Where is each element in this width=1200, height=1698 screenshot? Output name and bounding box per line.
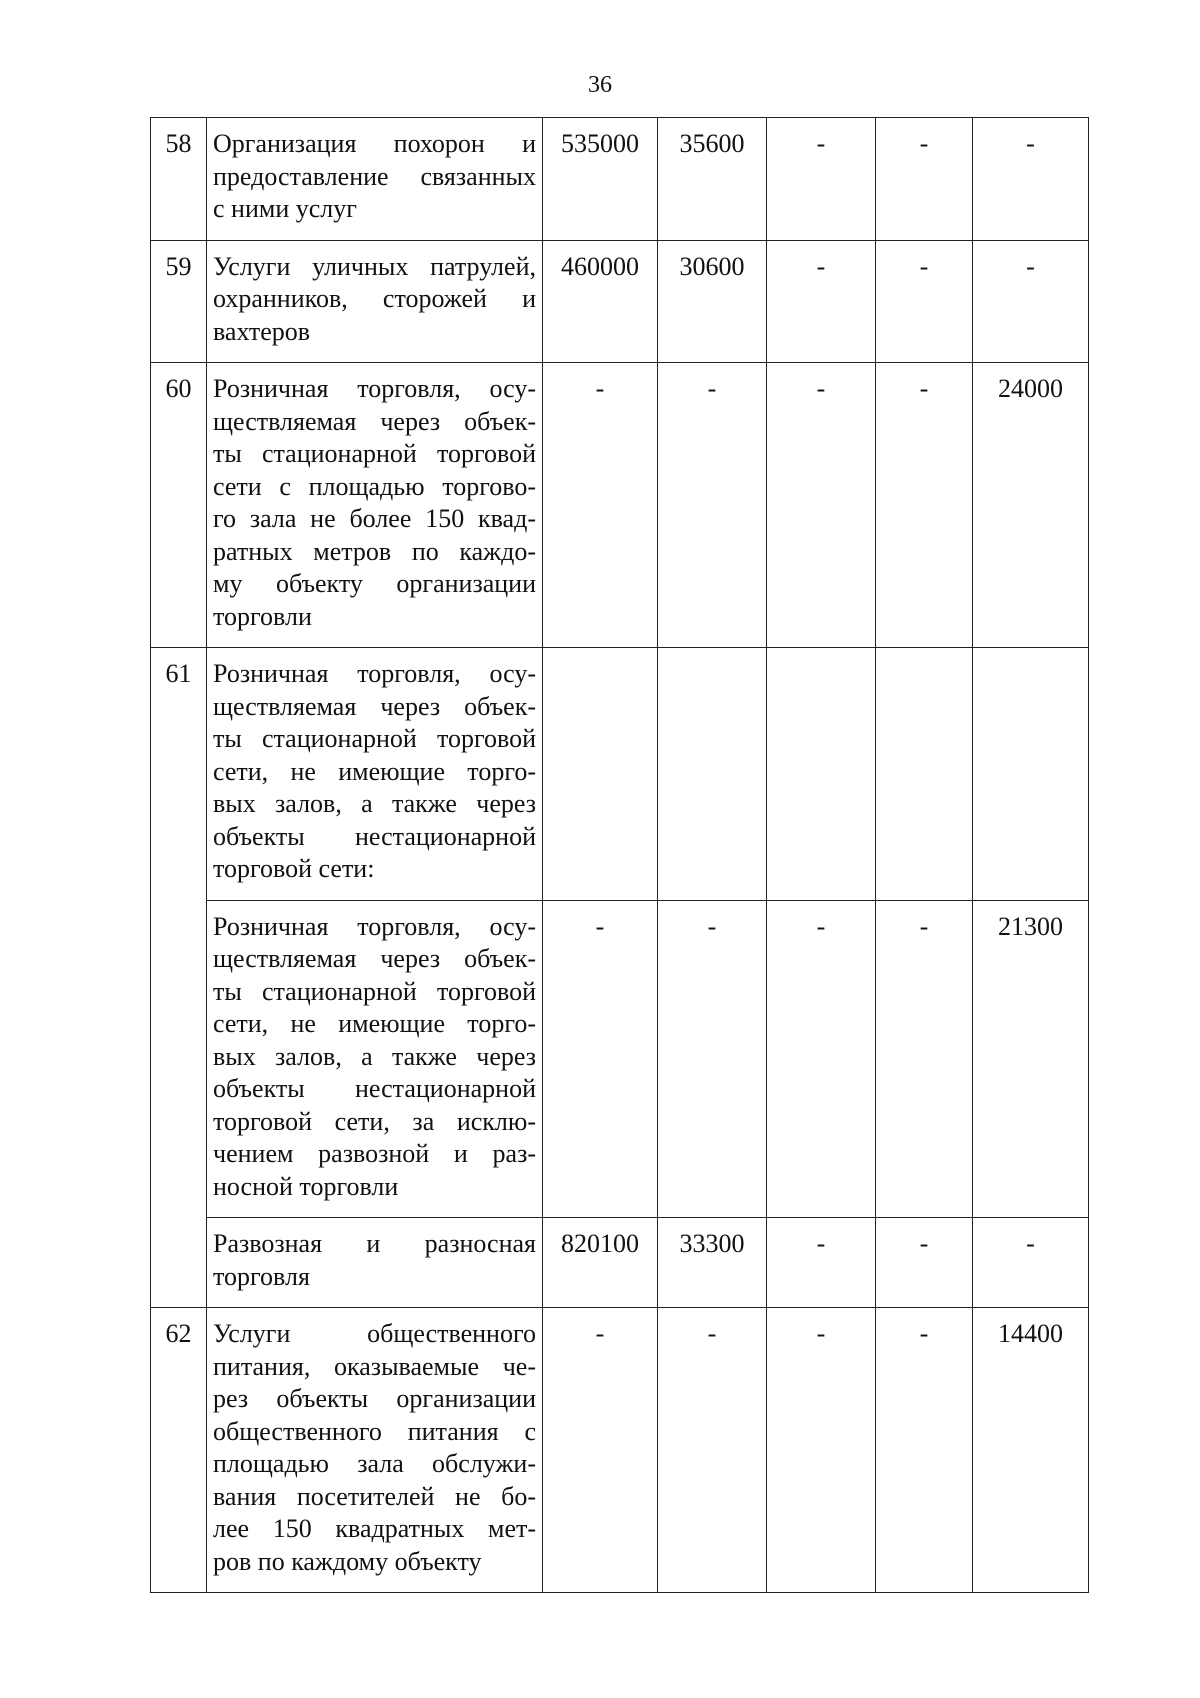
description-line: сети, не имеющие торго-	[213, 756, 536, 786]
value-cell: -	[543, 1308, 658, 1593]
value-cell: -	[658, 900, 767, 1218]
value-cell: -	[876, 118, 973, 241]
value-cell: -	[767, 900, 876, 1218]
description-line: с ними услуг	[213, 194, 357, 223]
value-cell: -	[876, 1218, 973, 1308]
value-cell: 24000	[973, 363, 1089, 648]
description-line: ты стационарной торговой	[213, 439, 536, 468]
description-line: вых залов, а также через	[213, 789, 536, 818]
table-row	[151, 240, 1089, 363]
value-cell: 820100	[543, 1218, 658, 1308]
table-row	[151, 118, 1089, 241]
value-cell: -	[973, 240, 1089, 363]
description-line: объекты нестационарной	[213, 821, 536, 851]
description-line: Розничная торговля, осу-	[213, 374, 536, 403]
value-cell: 21300	[973, 900, 1089, 1218]
description-line: ты стационарной торговой	[213, 724, 536, 753]
description-line: объекты нестационарной	[213, 1074, 536, 1103]
table-row	[151, 1218, 1089, 1308]
value-cell: -	[543, 900, 658, 1218]
description-line: вания посетителей не бо-	[213, 1481, 536, 1511]
value-cell	[767, 648, 876, 901]
value-cell: -	[876, 1308, 973, 1593]
description-line: ратных метров по каждо-	[213, 536, 536, 566]
description-line: торговли	[213, 601, 312, 631]
value-cell: -	[876, 363, 973, 648]
value-cell: 460000	[543, 240, 658, 363]
row-number: 60	[151, 363, 207, 648]
value-cell: -	[767, 1218, 876, 1308]
description-line: чением развозной и раз-	[213, 1139, 536, 1168]
value-cell: -	[658, 363, 767, 648]
row-number: 62	[151, 1308, 207, 1593]
description-line: торговой сети, за исклю-	[213, 1106, 536, 1136]
description-line: торговля	[213, 1261, 310, 1291]
description-line: ществляемая через объек-	[213, 691, 536, 721]
row-description	[207, 1308, 543, 1593]
row-description	[207, 240, 543, 363]
value-cell	[543, 648, 658, 901]
description-line: сети, не имеющие торго-	[213, 1009, 536, 1038]
description-line: охранников, сторожей и	[213, 284, 536, 313]
value-cell: 35600	[658, 118, 767, 241]
value-cell: -	[973, 118, 1089, 241]
description-line: лее 150 квадратных мет-	[213, 1514, 536, 1543]
page-number: 36	[588, 72, 612, 98]
description-line: Организация похорон и	[213, 129, 536, 158]
value-cell: -	[767, 118, 876, 241]
description-line: предоставление связанных	[213, 161, 536, 191]
tariff-table	[150, 117, 1089, 1593]
table-body	[151, 118, 1089, 1593]
value-cell: -	[658, 1308, 767, 1593]
value-cell: 14400	[973, 1308, 1089, 1593]
row-description	[207, 648, 543, 901]
value-cell: 30600	[658, 240, 767, 363]
description-line: ществляемая через объек-	[213, 944, 536, 973]
description-line: вых залов, а также через	[213, 1041, 536, 1071]
description-line: Услуги общественного	[213, 1319, 536, 1348]
description-line: Услуги уличных патрулей,	[213, 251, 536, 281]
table-row	[151, 648, 1089, 901]
value-cell	[876, 648, 973, 901]
row-number: 61	[151, 648, 207, 1308]
value-cell	[658, 648, 767, 901]
value-cell: -	[767, 363, 876, 648]
row-description	[207, 900, 543, 1218]
value-cell: -	[767, 1308, 876, 1593]
table-row	[151, 1308, 1089, 1593]
value-cell: -	[876, 900, 973, 1218]
description-line: го зала не более 150 квад-	[213, 504, 536, 533]
description-line: питания, оказываемые че-	[213, 1351, 536, 1381]
description-line: рез объекты организации	[213, 1384, 536, 1413]
description-line: носной торговли	[213, 1171, 399, 1201]
table-row	[151, 363, 1089, 648]
description-line: сети с площадью торгово-	[213, 471, 536, 501]
description-line: площадью зала обслужи-	[213, 1449, 536, 1478]
value-cell: -	[973, 1218, 1089, 1308]
value-cell: -	[543, 363, 658, 648]
row-number: 59	[151, 240, 207, 363]
description-line: Розничная торговля, осу-	[213, 911, 536, 941]
row-description	[207, 363, 543, 648]
description-line: общественного питания с	[213, 1416, 536, 1446]
row-description	[207, 118, 543, 241]
value-cell: 535000	[543, 118, 658, 241]
value-cell	[973, 648, 1089, 901]
row-number: 58	[151, 118, 207, 241]
description-line: Розничная торговля, осу-	[213, 659, 536, 688]
description-line: ществляемая через объек-	[213, 406, 536, 436]
description-line: Развозная и разносная	[213, 1229, 536, 1258]
description-line: ров по каждому объекту	[213, 1546, 482, 1576]
table-row	[151, 900, 1089, 1218]
description-line: вахтеров	[213, 316, 311, 346]
description-line: торговой сети:	[213, 854, 375, 883]
value-cell: -	[767, 240, 876, 363]
value-cell: -	[876, 240, 973, 363]
value-cell: 33300	[658, 1218, 767, 1308]
description-line: ты стационарной торговой	[213, 976, 536, 1006]
row-description	[207, 1218, 543, 1308]
description-line: му объекту организации	[213, 569, 536, 598]
